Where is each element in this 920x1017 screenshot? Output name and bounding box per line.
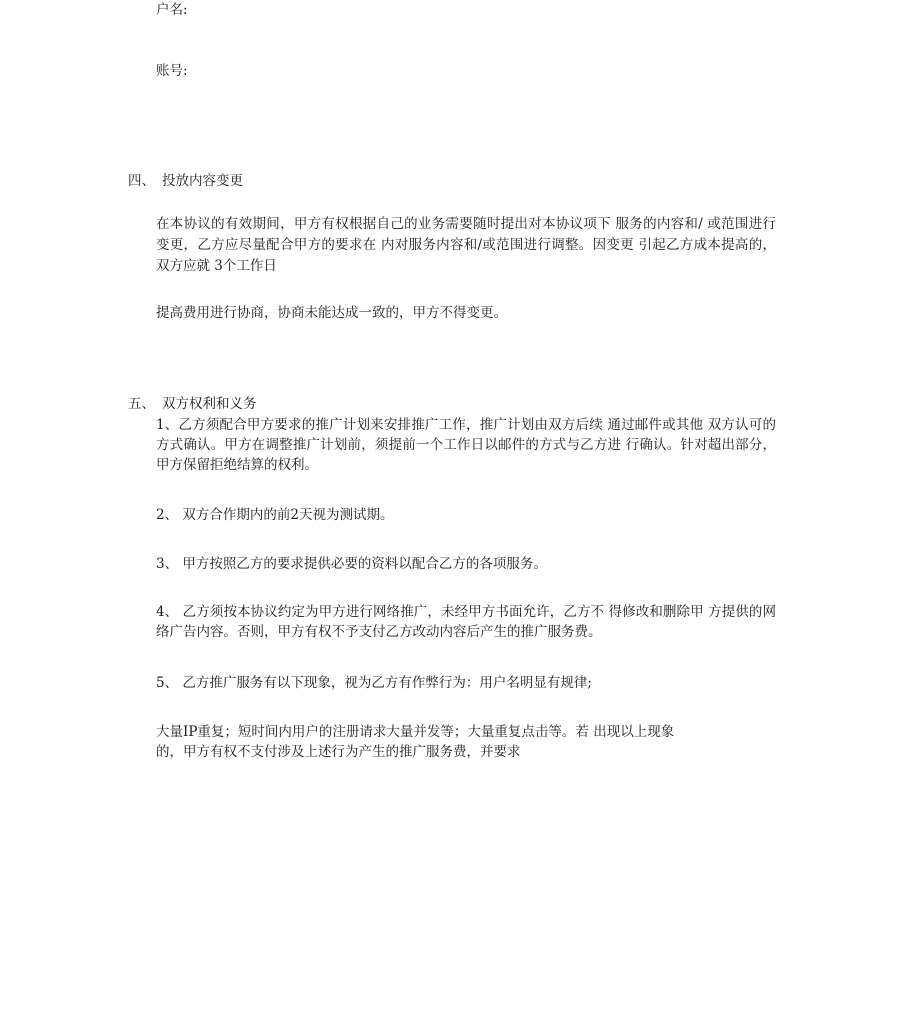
section-5-heading bbox=[128, 394, 257, 414]
section-4-paragraph-1: 在本协议的有效期间，甲方有权根据自己的业务需要随时提出对本协议项下 服务的内容和/ 或范围进行变更，乙方应尽量配合甲方的要求在 内对服务内容和/或范围进行调整。因变更 引起乙方成本提高的，双方应就 3个工作日 bbox=[156, 216, 776, 274]
section-4-title: 投放内容变更 bbox=[162, 173, 243, 189]
section-4-paragraph-2: 提高费用进行协商，协商未能达成一致的，甲方不得变更。 bbox=[156, 305, 507, 321]
section-5-continuation-line-2: 的，甲方有权不支付涉及上述行为产生的推广服务费，并要求 bbox=[156, 744, 521, 760]
section-4-heading bbox=[128, 171, 243, 191]
account-name-label: 户名: bbox=[156, 2, 188, 18]
section-5-title: 双方权利和义务 bbox=[162, 396, 257, 412]
section-5-number: 五、 bbox=[128, 396, 155, 412]
section-5-continuation-line-1: 大量IP重复；短时间内用户的注册请求大量并发等；大量重复点击等。若 出现以上现象 bbox=[156, 724, 675, 740]
section-5-item-3: 3、 甲方按照乙方的要求提供必要的资料以配合乙方的各项服务。 bbox=[156, 556, 547, 572]
section-5-item-4: 4、 乙方须按本协议约定为甲方进行网络推广，未经甲方书面允许，乙方不 得修改和删除甲 方提供的网络广告内容。否则，甲方有权不予支付乙方改动内容后产生的推广服务费。 bbox=[156, 604, 776, 640]
account-number-label: 账号: bbox=[156, 63, 188, 79]
section-5-item-1: 1、乙方须配合甲方要求的推广计划来安排推广工作，推广计划由双方后续 通过邮件或其他 双方认可的方式确认。甲方在调整推广计划前，须提前一个工作日以邮件的方式与乙方进 行确认。针对超出部分，甲方保留拒绝结算的权利。 bbox=[156, 417, 776, 473]
section-5-item-2: 2、 双方合作期内的前2天视为测试期。 bbox=[156, 507, 394, 523]
section-5-item-5: 5、 乙方推广服务有以下现象，视为乙方有作弊行为：用户名明显有规律; bbox=[156, 675, 592, 691]
section-4-number: 四、 bbox=[128, 173, 155, 189]
